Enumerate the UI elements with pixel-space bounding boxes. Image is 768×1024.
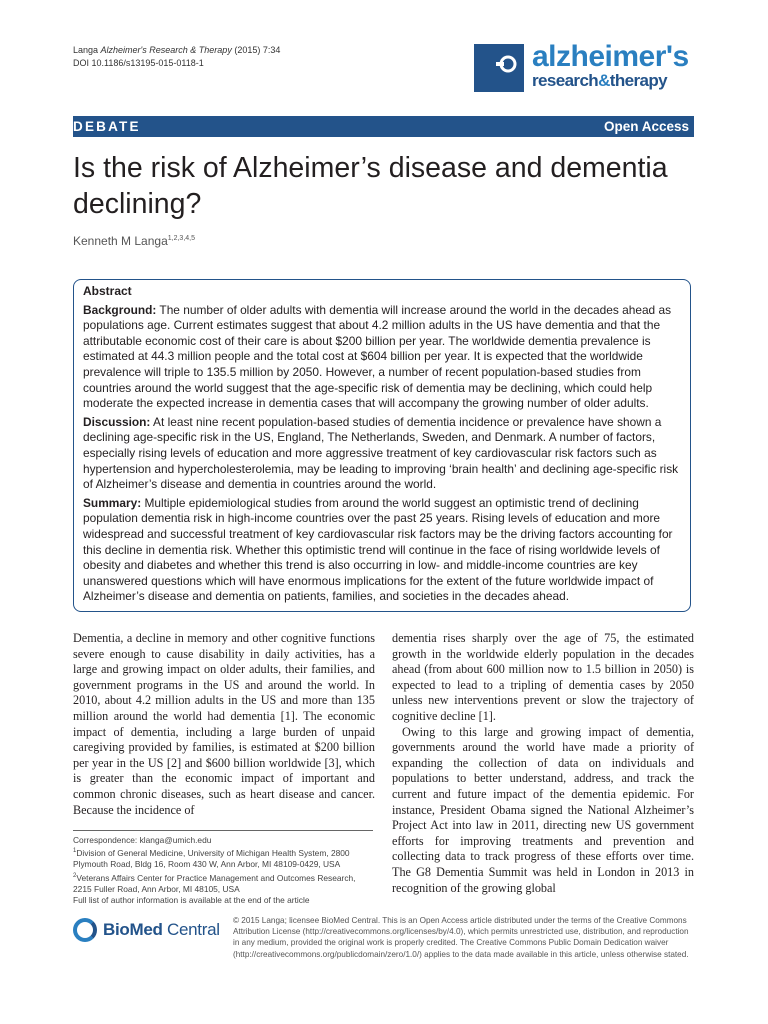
background-text: The number of older adults with dementia will increase around the world in the decades ahead as populations age. Current estimates suggest that about 4.2 million adults in the US have dementia and that the attributable economic cost of their care is about $200 billion per year. The worldwide dementia prevalence is estimated at 44.3 million people and the total cost at $604 billion per year. It is expected that the worldwide prevalence will triple to 135.5 million by 2050. However, a number of recent population-based studies from countries around the world suggest that the age-specific risk of dementia may be declining, which could help moderate the expected increase in dementia cases that will accompany the growing number of older adults. (83, 302, 672, 411)
license-text: © 2015 Langa; licensee BioMed Central. This is an Open Access article distributed under the terms of the Creative Commons Attribution License (http://creativecommons.org/licenses/by/4.0), which permits unrestricted use, distribution, and reproduction in any medium, provided the original work is properly credited. The Creative Commons Public Domain Dedication waiver (http://creativecommons.org/publicdomain/zero/1.0/) applies to the data made available in this article, unless otherwise stated. (233, 916, 689, 959)
abstract-discussion (83, 415, 681, 493)
footnote-1 (73, 846, 373, 870)
body-column-right (392, 631, 694, 896)
body-paragraph: Dementia, a decline in memory and other cognitive functions severe enough to cause disability in daily activities, has a large and growing impact on older adults, their families, and government programs in the US and around the world. In 2010, about 4.2 million adults in the US and more than 135 million around the world had dementia [1]. The economic impact of dementia, including a large burden of unpaid caregiving provided by families, is estimated at $200 billion per year in the US [2] and $600 billion worldwide [3], which is greater than the economic impact of important and common chronic diseases, such as heart disease and cancer. Because the incidence of (73, 631, 375, 817)
footnote-1-number: 1 (73, 848, 77, 855)
abstract-summary (83, 496, 681, 605)
summary-text: Multiple epidemiological studies from around the world suggest an optimistic trend of declining population dementia risk in high-income countries over the past 25 years. Rising levels of education and more widespread and successful treatment of key cardiovascular risk factors may be the driving factors accounting for this decline in dementia risk. Whether this optimistic trend will continue in the face of rising worldwide levels of obesity and diabetes and whether this trend is also occurring in low- and middle-income countries are key unanswered questions which will have enormous implications for the extent of the future worldwide impact of Alzheimer’s disease and dementia on patients, families, and societies in the decades ahead. (83, 495, 673, 604)
footnote-1-text: Division of General Medicine, University of Michigan Health System, 2800 Plymouth Road, Bldg 16, Room 430 W, Ann Arbor, MI 48109-0429, USA (73, 848, 350, 870)
logo-word-research-therapy (532, 71, 667, 91)
logo-amp: & (598, 71, 610, 90)
full-author-info-note: Full list of author information is available at the end of the article (73, 895, 310, 906)
abstract-background (83, 303, 681, 412)
abstract-content (83, 284, 681, 608)
discussion-label: Discussion: (83, 414, 151, 429)
body-paragraph: dementia rises sharply over the age of 75, the estimated growth in the worldwide elderly population in the decades ahead (from about 600 million now to 1.5 billion in 2050) is expected to lead to a tripling of dementia cases by 2050 unless new interventions prevent or slow the trajectory of cognitive decline [1]. (392, 631, 694, 723)
doi[interactable]: DOI 10.1186/s13195-015-0118-1 (73, 58, 204, 68)
bmc-bold: BioMed (103, 920, 163, 939)
author-affiliations: 1,2,3,4,5 (167, 235, 195, 242)
bmc-light: Central (162, 920, 220, 939)
logo-word-alzheimers: alzheimer's (532, 40, 689, 73)
journal-logo[interactable] (474, 40, 696, 104)
citation-author: Langa (73, 45, 99, 55)
footnotes (73, 830, 373, 906)
article-title: Is the risk of Alzheimer’s disease and dementia declining? (73, 152, 668, 220)
article-type-banner (73, 116, 694, 137)
open-access-label[interactable]: Open Access (603, 119, 689, 134)
logo-therapy: therapy (609, 71, 667, 90)
discussion-text: At least nine recent population-based studies of dementia incidence or prevalence have shown a declining age-specific risk in the US, England, The Netherlands, Sweden, and Denmark. A number of factors, especially rising levels of education and more aggressive treatment of key cardiovascular risk factors such as hypertension and hypercholesterolemia, may be leading to improving ‘brain health’ and declining age-specific risk of Alzheimer’s disease and dementia in countries around the world. (83, 414, 679, 492)
biomed-ring-icon (73, 918, 97, 942)
abstract-heading: Abstract (83, 284, 132, 298)
footnote-2 (73, 871, 373, 895)
body-column-left (73, 631, 375, 818)
logo-mark-icon (474, 44, 524, 92)
citation-line (73, 44, 280, 57)
summary-label: Summary: (83, 495, 142, 510)
article-type: DEBATE (73, 119, 141, 134)
footnote-2-number: 2 (73, 872, 77, 879)
logo-research: research (532, 71, 599, 90)
author-name[interactable]: Kenneth M Langa (73, 234, 168, 248)
citation-volume: (2015) 7:34 (234, 45, 281, 55)
author-line (73, 234, 195, 248)
abstract-box (73, 279, 691, 612)
body-paragraph: Owing to this large and growing impact of dementia, governments around the world have made a priority of expanding the collection of data on individuals and populations to better understand, address, and track the current and future impact of the dementia epidemic. For instance, President Obama signed the National Alzheimer’s Project Act into law in 2011, directing new US government efforts for improving treatments and prevention and collecting data to track progress of these efforts over time. The G8 Dementia Summit was held in London in 2013 in recognition of the growing global (392, 724, 694, 895)
citation (73, 44, 280, 70)
footnote-2-text: Veterans Affairs Center for Practice Management and Outcomes Research, 2215 Fuller Road, Ann Arbor, MI 48105, USA (73, 872, 356, 894)
background-label: Background: (83, 302, 157, 317)
biomed-central-wordmark (103, 920, 220, 940)
biomed-central-logo[interactable] (73, 918, 223, 948)
correspondence[interactable]: Correspondence: klanga@umich.edu (73, 835, 212, 845)
logo-block-icon (474, 44, 524, 92)
journal-name: Alzheimer's Research & Therapy (100, 45, 232, 55)
